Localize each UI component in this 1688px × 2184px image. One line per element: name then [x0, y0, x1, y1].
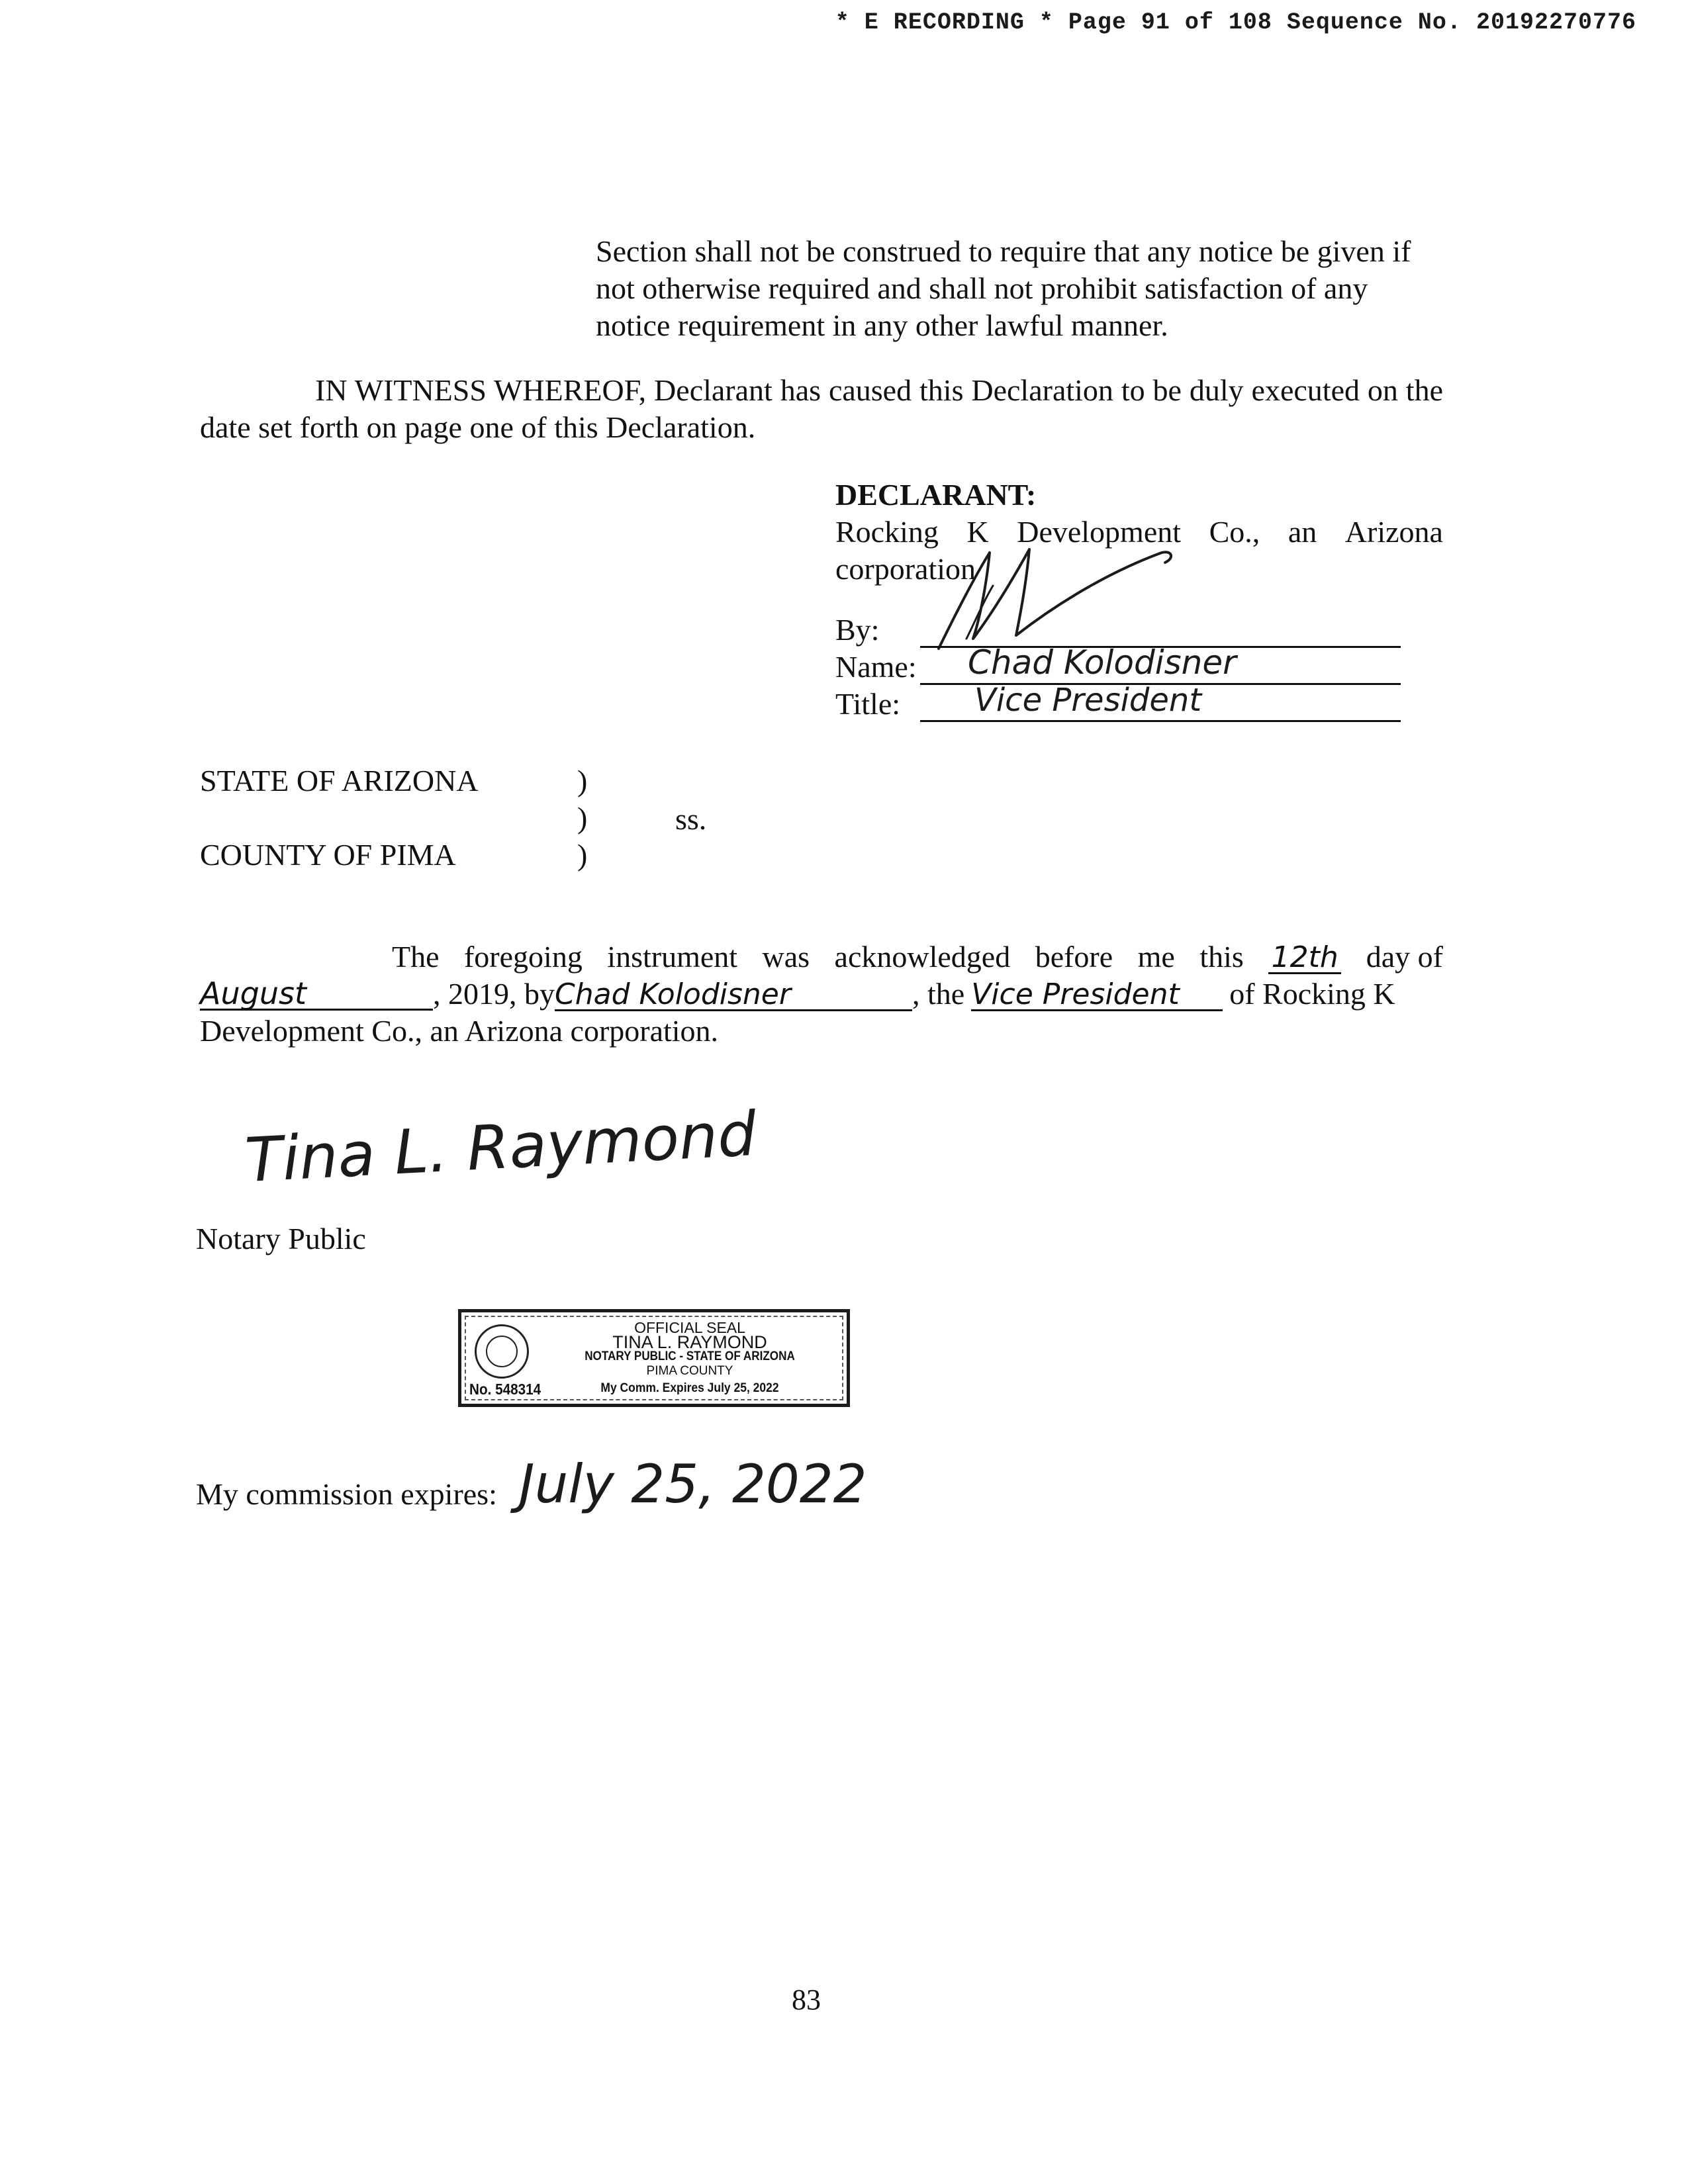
ack-word: this — [1199, 940, 1244, 974]
recording-header: * E RECORDING * Page 91 of 108 Sequence No. 20192270776 — [835, 9, 1636, 36]
company-word: an — [1288, 515, 1317, 549]
page-number: 83 — [792, 1983, 821, 2016]
ack-line-3: Development Co., an Arizona corporation. — [200, 1014, 719, 1048]
declarant-company-line2: corporation — [835, 552, 976, 586]
acknowledgment-paragraph — [200, 938, 1443, 1050]
witness-text: IN WITNESS WHEREOF, Declarant has caused this Declaration to be duly executed on the date set forth on page one of this Declaration. — [200, 373, 1443, 444]
declarant-heading: DECLARANT: — [835, 478, 1037, 512]
ack-word: acknowledged — [834, 940, 1011, 974]
company-word: Co., — [1209, 515, 1260, 549]
seal-expiry: My Comm. Expires July 25, 2022 — [600, 1381, 779, 1395]
venue-ss: ss. — [675, 802, 707, 836]
seal-line: NOTARY PUBLIC - STATE OF ARIZONA — [585, 1349, 795, 1363]
ack-year-by: , 2019, by — [433, 977, 555, 1011]
title-handwritten: Vice President — [974, 682, 1202, 719]
venue-state: STATE OF ARIZONA — [200, 764, 479, 797]
ack-word: before — [1035, 940, 1113, 974]
ack-word: was — [762, 940, 810, 974]
ack-month-handwritten: August — [200, 978, 433, 1011]
venue-paren: ) — [577, 764, 588, 797]
by-label: By: — [835, 613, 880, 647]
title-label: Title: — [835, 687, 901, 721]
ack-word: me — [1137, 940, 1175, 974]
ack-day-handwritten: 12th — [1268, 943, 1341, 974]
seal-number: No. 548314 — [469, 1381, 541, 1398]
venue-county: COUNTY OF PIMA — [200, 838, 456, 872]
declarant-signature — [927, 539, 1192, 655]
seal-line: PIMA COUNTY — [646, 1364, 733, 1378]
seal-line: TINA L. RAYMOND — [612, 1332, 767, 1352]
section-continuation-paragraph: Section shall not be construed to require that any notice be given if not otherwise required and shall not prohibit satisfaction of any notice requirement in any other lawful manner. — [596, 234, 1411, 342]
notary-signature: Tina L. Raymond — [243, 1098, 759, 1197]
commission-label: My commission expires: — [196, 1477, 497, 1511]
venue-paren: ) — [577, 838, 588, 872]
seal-text-block — [539, 1320, 840, 1396]
commission-date-handwritten: July 25, 2022 — [519, 1453, 867, 1515]
company-word: Development — [1017, 515, 1182, 549]
notary-public-label: Notary Public — [196, 1222, 366, 1255]
ack-the: , the — [912, 977, 965, 1011]
seal-line: OFFICIAL SEAL — [634, 1319, 745, 1336]
company-word: K — [966, 515, 989, 549]
title-signature-line — [920, 720, 1401, 722]
company-word: Arizona — [1344, 515, 1443, 549]
arizona-state-seal-icon — [475, 1324, 529, 1379]
name-label: Name: — [835, 650, 917, 684]
official-seal-stamp — [458, 1309, 850, 1407]
ack-day-of: day of — [1366, 940, 1443, 974]
ack-word: The — [392, 940, 440, 974]
ack-word: instrument — [607, 940, 738, 974]
ack-word: foregoing — [463, 940, 583, 974]
witness-paragraph — [200, 372, 1443, 446]
company-word: Rocking — [835, 515, 939, 549]
ack-of-company: of Rocking K — [1229, 977, 1395, 1011]
name-handwritten: Chad Kolodisner — [968, 643, 1237, 682]
venue-paren: ) — [577, 801, 588, 835]
ack-person-handwritten: Chad Kolodisner — [555, 980, 912, 1011]
ack-line-1 — [200, 938, 1443, 976]
ack-line-2 — [200, 976, 1443, 1013]
ack-title-handwritten: Vice President — [971, 980, 1223, 1011]
